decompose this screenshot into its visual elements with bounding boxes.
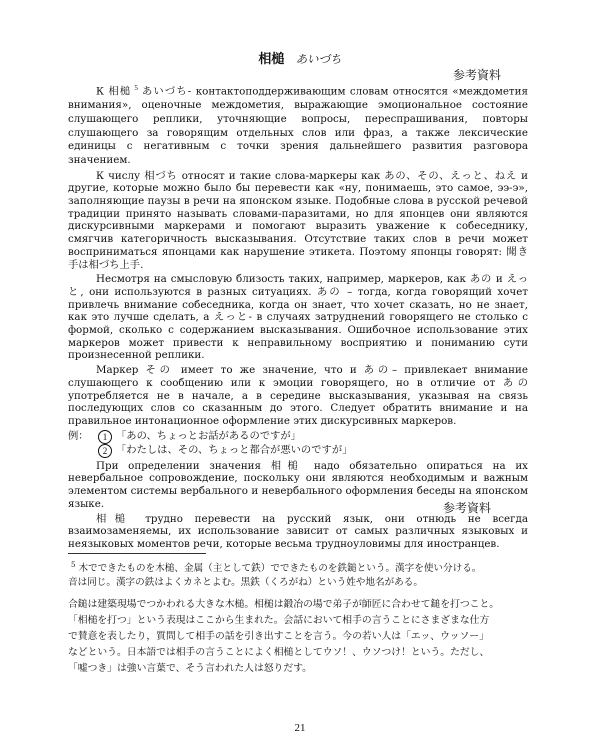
paragraph-1 (68, 82, 528, 168)
footnote-line: 音は同じ。漢字の鉄はよくカネとよむ。黒鉄（くろがね）という姓や地名がある。 (68, 577, 423, 589)
footnote-marker: 5 (134, 84, 138, 92)
example-number: 1 (98, 430, 112, 444)
title-reading: あいづち (295, 52, 342, 66)
reference-label-bottom: 参考資料 (443, 501, 492, 515)
footnote-line-1: 木でできたものを木槌、金属（主として鉄）でできたものを鉄鎚という。漢字を使い分ける。 (78, 563, 482, 575)
footnote-line (68, 558, 533, 576)
paragraph-6: 相槌 трудно перевести на русский язык, они отнюдь не всегда взаимозаменяемы, их использование зависит от самых различных языковых и неязыковых моментов речи, которые весьма трудноуловимы для иностранцев. (68, 512, 528, 550)
footnote (68, 558, 533, 590)
note-line: 「相槌を打つ」という表現はここから生まれた。会話において相手の言うことにさまざまな仕方 (68, 615, 490, 626)
paragraph-4: Маркер その имеет то же значение, что и あの– привлекает внимание слушающего к сообщению или к эмоции говорящего, но в отличие от あの употребляется не в начале, а в середине высказывания, указывая на связь последующих слов со сказанным до этого. Следует обратить внимание и на правильное интонационное оформление этих дискурсивных маркеров. (68, 364, 528, 427)
footnote-number: 5 (71, 561, 76, 569)
title-main: 相槌 (258, 52, 285, 67)
reference-note (68, 597, 538, 677)
paragraph-1-lead: К 相槌 (96, 85, 132, 98)
paragraph-2: К числу 相づち относят и такие слова-маркеры как あの、その、えっと、ねえ и другие, которые можно было бы перевести как «ну, понимаешь, это самое, ээ-э», заполняющие паузы в речи на японском языке. Подобные слова в русской речевой традиции принято называть словами-паразитами, но для японцев они являются дискурсивными маркерами и помогают выразить уважение к собеседнику, смягчив категоричность высказывания. Отсутствие таких слов в речи может восприниматься японцами как нарушение этикета. Поэтому японцы говорят: 聞き手は相づち上手. (68, 169, 528, 271)
page-number: 21 (294, 722, 306, 734)
example-text: 「わたしは、その、ちょっと都合が悪いのですが」 (116, 444, 353, 457)
example-number: 2 (98, 444, 112, 458)
page-title (0, 48, 600, 67)
body-text (68, 82, 528, 553)
note-line: などという。日本語では相手の言うことによく相槌としてウソ！、ウソつけ！という。ただし、 (68, 647, 490, 658)
paragraph-1-text: あいづち- контактоподдерживающим словам относятся «междометия внимания», оценочные междометия, выражающие эмоциональное состояние слушающего реплики, уточняющие вопросы, переспрашивания, повторы слушающего за говорящим отдельных слов или фраз, а также лексические единицы с негативным с точки зрения дальнейшего развития разговора значением. (68, 85, 528, 166)
examples-label: 例： (68, 430, 89, 443)
paragraph-5: При определении значения 相槌 надо обязательно опираться на их невербальное сопровождение, поскольку они являются необходимым и важным элементом системы вербального и невербального оформления беседы на японском языке. (68, 459, 528, 510)
reference-label-top: 参考資料 (453, 68, 502, 82)
examples-block (68, 430, 528, 458)
note-line: 「嘘つき」は強い言葉で、そう言われた人は怒りだす。 (68, 663, 312, 674)
footnote-divider (68, 553, 206, 554)
example-row (68, 444, 528, 458)
example-row (68, 430, 528, 444)
note-line: 合鎚は建築現場でつかわれる大きな木槌。相槌は鍛冶の場で弟子が師匠に合わせて鎚を打つこと。 (68, 599, 500, 610)
note-line: で賛意を表したり，質問して相手の話を引き出すことを言う。今の若い人は「エッ、ウッソー」 (68, 631, 489, 642)
paragraph-3: Несмотря на смысловую близость таких, например, маркеров, как あの и えっと, они используются в разных ситуациях. あの – тогда, когда говорящий хочет привлечь внимание собеседника, когда он знает, что хочет сказать, но не знает, как это лучше сделать, а えっと- в случаях затруднений говорящего не столько с формой, сколько с содержанием высказывания. Ошибочное использование этих маркеров может привести к неправильному восприятию и пониманию сути произнесенной реплики. (68, 273, 528, 362)
example-text: 「あの、ちょっとお話があるのですが」 (116, 430, 301, 443)
